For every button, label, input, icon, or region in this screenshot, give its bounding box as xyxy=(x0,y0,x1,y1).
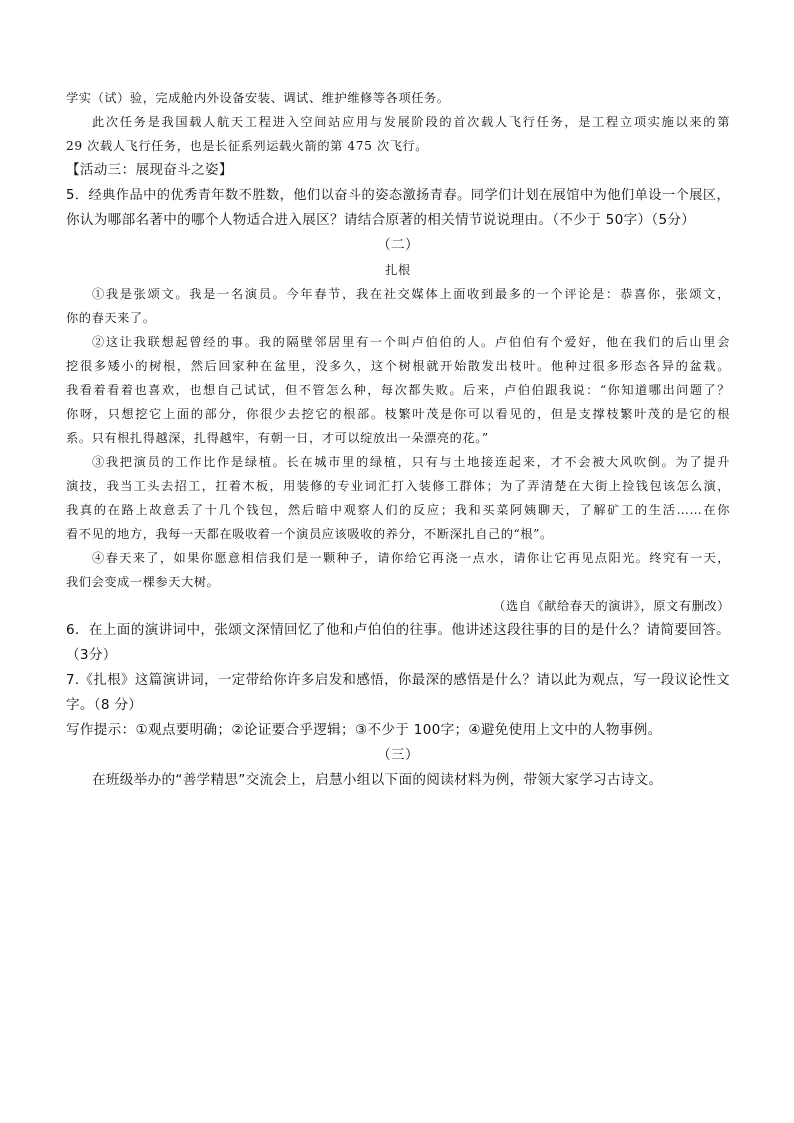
article-paragraph-3-line: 演技，我当工头去招工，扛着木板，用装修的专业词汇打入装修工群体；为了弄清楚在大街上捡钱包该怎么演， xyxy=(66,479,730,493)
question-5-line-1: 5．经典作品中的优秀青年数不胜数，他们以奋斗的姿态激扬青春。同学们计划在展馆中为他们单设一个展区， xyxy=(66,188,730,203)
intro-paragraph-2-line-1: 此次任务是我国载人航天工程进入空间站应用与发展阶段的首次载人飞行任务，是工程立项实施以来的第 xyxy=(92,115,730,129)
section-3-intro: 在班级举办的“善学精思”交流会上，启慧小组以下面的阅读材料为例，带领大家学习古诗文。 xyxy=(92,772,663,788)
activity-3-heading: 【活动三：展现奋斗之姿】 xyxy=(66,162,233,178)
article-title: 扎根 xyxy=(385,263,411,277)
writing-tip: 写作提示：①观点要明确；②论证要合乎逻辑；③不少于 100字；④避免使用上文中的人物事例。 xyxy=(66,722,662,738)
intro-paragraph-2-line-2: 29 次载人飞行任务，也是长征系列运载火箭的第 475 次飞行。 xyxy=(66,139,429,153)
article-paragraph-1-line: 你的春天来了。 xyxy=(66,311,156,325)
question-7-line-1: 7.《扎根》这篇演讲词，一定带给你许多启发和感悟，你最深的感悟是什么？请以此为观点，写一段议论性文 xyxy=(66,673,730,688)
article-paragraph-2-line: 系。只有根扎得越深，扎得越牢，有朝一日，才可以绽放出一朵漂亮的花。” xyxy=(66,431,489,445)
section-3-number: （三） xyxy=(377,747,419,763)
question-7-line-2: 字。（8 分） xyxy=(66,697,143,713)
document-page xyxy=(66,86,730,793)
question-6-line-1: 6．在上面的演讲词中，张颂文深情回忆了他和卢伯伯的往事。他讲述这段往事的目的是什么？请简要回答。 xyxy=(66,622,730,638)
article-paragraph-4-line: 我们会变成一棵参天大树。 xyxy=(66,575,220,589)
article-paragraph-3-line: 我真的在路上故意丢了十几个钱包，然后暗中观察人们的反应；我和买菜阿姨聊天，了解矿工的生活……在你 xyxy=(66,503,730,517)
question-6-line-2: （3分） xyxy=(66,647,117,663)
article-paragraph-2-line: 你呀，只想挖它上面的部分，你很少去挖它的根部。枝繁叶茂是你可以看见的，但是支撑枝繁叶茂的是它的根 xyxy=(66,407,730,421)
question-5-line-2: 你认为哪部名著中的哪个人物适合进入展区？请结合原著的相关情节说说理由。（不少于 50字）（5分） xyxy=(66,212,696,228)
article-paragraph-2-line: 挖很多矮小的树根，然后回家种在盆里，没多久，这个树根就开始散发出枝叶。他种过很多形态各异的盆栽。 xyxy=(66,359,730,373)
article-paragraph-4-line: ④春天来了，如果你愿意相信我们是一颗种子，请你给它再浇一点水，请你让它再见点阳光。终究有一天， xyxy=(92,551,730,565)
article-paragraph-2-line: ②这让我联想起曾经的事。我的隔壁邻居里有一个叫卢伯伯的人。卢伯伯有个爱好，他在我们的后山里会 xyxy=(92,335,730,349)
article-source: （选自《献给春天的演讲》，原文有删改） xyxy=(493,599,730,613)
intro-line-1: 学实（试）验，完成舱内外设备安装、调试、维护维修等各项任务。 xyxy=(66,91,450,105)
article-paragraph-3-line: ③我把演员的工作比作是绿植。长在城市里的绿植，只有与土地接连起来，才不会被大风吹倒。为了提升 xyxy=(92,455,730,469)
section-2-number: （二） xyxy=(377,237,419,253)
article-paragraph-2-line: 我看着看着也喜欢，也想自己试试，但不管怎么种，每次都失败。后来，卢伯伯跟我说：“你知道哪出问题了？ xyxy=(66,383,730,397)
article-paragraph-1-line: ①我是张颂文。我是一名演员。今年春节，我在社交媒体上面收到最多的一个评论是：恭喜你，张颂文， xyxy=(92,287,730,301)
article-paragraph-3-line: 看不见的地方，我每一天都在吸收着一个演员应该吸收的养分，不断深扎自己的“根”。 xyxy=(66,527,553,541)
